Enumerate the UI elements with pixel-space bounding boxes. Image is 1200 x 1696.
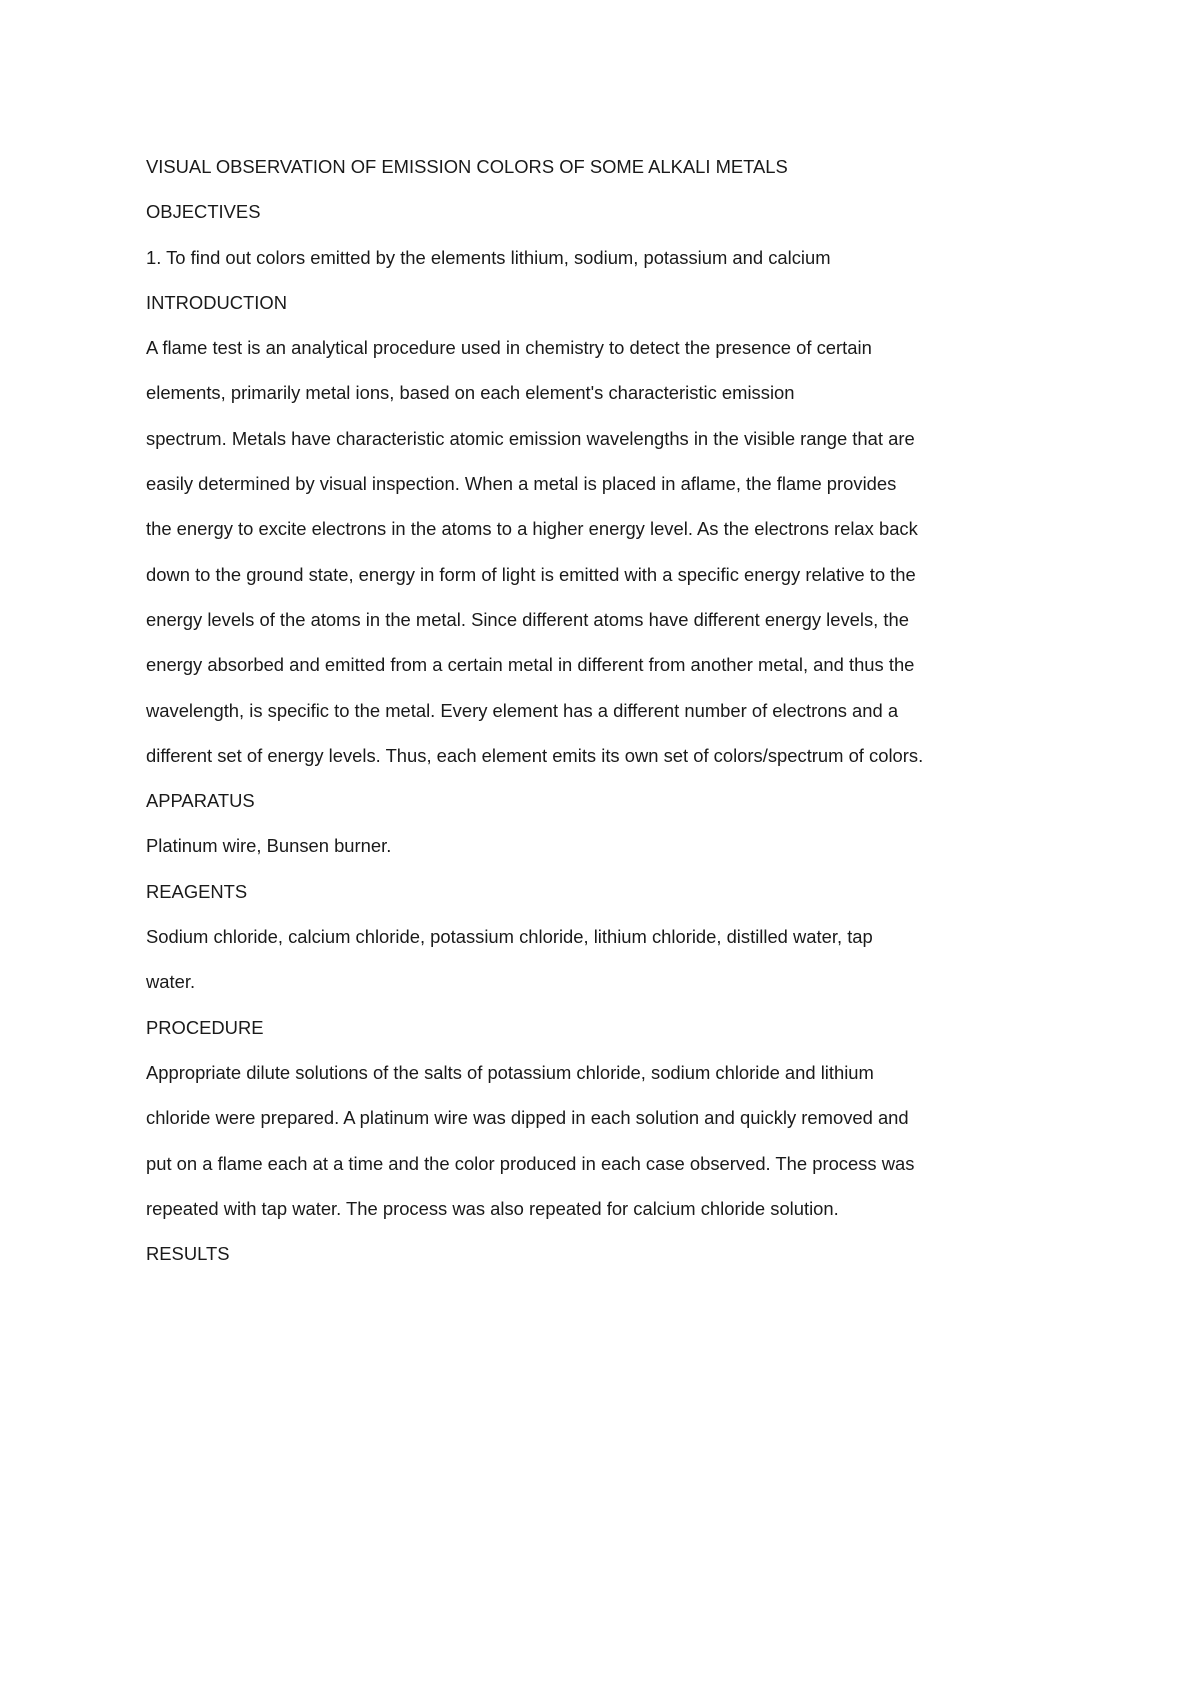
document-body: [146, 144, 1026, 1276]
introduction-line: elements, primarily metal ions, based on each element's characteristic emission: [146, 382, 795, 404]
procedure-heading: PROCEDURE: [146, 1016, 264, 1038]
procedure-line: put on a flame each at a time and the color produced in each case observed. The process was: [146, 1152, 915, 1174]
introduction-line: A flame test is an analytical procedure used in chemistry to detect the presence of certain: [146, 337, 872, 359]
introduction-line: spectrum. Metals have characteristic atomic emission wavelengths in the visible range that are: [146, 427, 915, 449]
introduction-line: down to the ground state, energy in form of light is emitted with a specific energy relative to the: [146, 563, 916, 585]
introduction-line: energy levels of the atoms in the metal. Since different atoms have different energy levels, the: [146, 608, 909, 630]
reagents-heading: REAGENTS: [146, 880, 248, 902]
results-heading: RESULTS: [146, 1243, 230, 1265]
procedure-line: chloride were prepared. A platinum wire was dipped in each solution and quickly removed and: [146, 1107, 909, 1129]
procedure-line: Appropriate dilute solutions of the salts of potassium chloride, sodium chloride and lithium: [146, 1061, 874, 1083]
document-title: VISUAL OBSERVATION OF EMISSION COLORS OF SOME ALKALI METALS: [146, 156, 788, 177]
objective-item-1: 1. To find out colors emitted by the elements lithium, sodium, potassium and calcium: [146, 246, 831, 268]
reagents-line: water.: [146, 971, 196, 993]
introduction-line: easily determined by visual inspection. When a metal is placed in aflame, the flame provides: [146, 473, 897, 495]
introduction-heading: INTRODUCTION: [146, 291, 287, 313]
procedure-line: repeated with tap water. The process was also repeated for calcium chloride solution.: [146, 1197, 839, 1219]
apparatus-text: Platinum wire, Bunsen burner.: [146, 835, 392, 857]
introduction-line: energy absorbed and emitted from a certain metal in different from another metal, and thus the: [146, 654, 915, 676]
apparatus-heading: APPARATUS: [146, 790, 255, 812]
reagents-line: Sodium chloride, calcium chloride, potassium chloride, lithium chloride, distilled water, tap: [146, 926, 873, 948]
introduction-line: the energy to excite electrons in the atoms to a higher energy level. As the electrons relax back: [146, 518, 918, 540]
objectives-heading: OBJECTIVES: [146, 201, 261, 223]
introduction-line: wavelength, is specific to the metal. Every element has a different number of electrons and a: [146, 699, 899, 721]
introduction-line: different set of energy levels. Thus, each element emits its own set of colors/spectrum of colors.: [146, 744, 924, 766]
